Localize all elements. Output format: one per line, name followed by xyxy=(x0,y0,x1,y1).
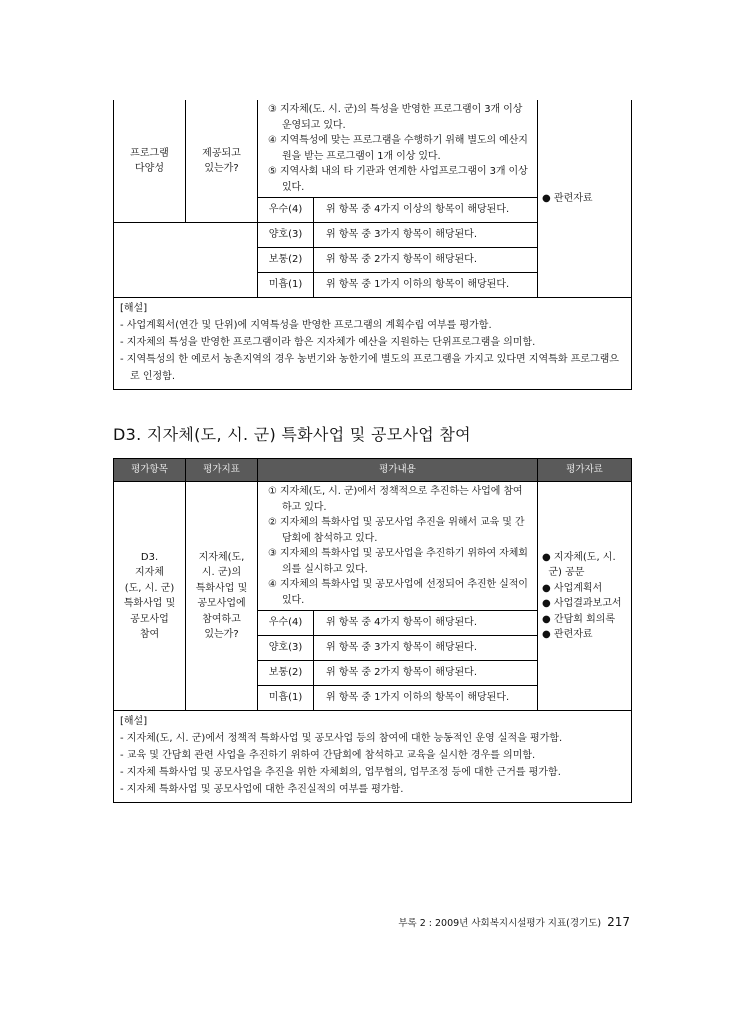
commentary-line: - 사업계획서(연간 및 단위)에 지역특성을 반영한 프로그램의 계획수립 여부를 평가함. xyxy=(120,320,492,331)
reference-item: ● 관련자료 xyxy=(542,629,593,640)
grade-desc: 위 항목 중 3가지 항목이 해당된다. xyxy=(314,223,538,248)
page-number: 217 xyxy=(607,915,630,929)
evaluation-materials xyxy=(538,100,632,298)
criteria-item: ① 지자체(도, 시. 군)에서 정책적으로 추진하는 사업에 참여하고 있다. xyxy=(268,486,523,513)
blank-cell xyxy=(114,223,258,298)
page-footer xyxy=(398,915,630,929)
criteria-item: ② 지자체의 특화사업 및 공모사업 추진을 위해서 교육 및 간담회에 참석하고 있다. xyxy=(268,517,525,544)
commentary-line: - 지자체 특화사업 및 공모사업을 추진을 위한 자체회의, 업무협의, 업무조정 등에 대한 근거를 평가함. xyxy=(120,767,561,778)
special-project-table xyxy=(113,458,632,803)
commentary-box xyxy=(114,711,632,803)
header-materials: 평가자료 xyxy=(538,459,632,482)
grade-desc: 위 항목 중 3가지 항목이 해당된다. xyxy=(314,636,538,661)
section-title: D3. 지자체(도, 시. 군) 특화사업 및 공모사업 참여 xyxy=(113,425,471,444)
grade-label: 미흡(1) xyxy=(258,273,314,298)
reference-item: 군) 공문 xyxy=(542,567,585,578)
grade-label: 양호(3) xyxy=(258,223,314,248)
grade-desc: 위 항목 중 2가지 항목이 해당된다. xyxy=(314,248,538,273)
evaluation-indicator: 제공되고 있는가? xyxy=(186,100,258,223)
commentary-header: [해설] xyxy=(120,303,148,314)
commentary-box xyxy=(114,298,632,390)
commentary-line: - 교육 및 간담회 관련 사업을 추진하기 위하여 간담회에 참석하고 교육을 실시한 경우를 의미함. xyxy=(120,750,536,761)
grade-desc: 위 항목 중 4가지 이상의 항목이 해당된다. xyxy=(314,198,538,223)
criteria-item: ④ 지자체의 특화사업 및 공모사업에 선정되어 추진한 실적이 있다. xyxy=(268,579,528,606)
grade-label: 미흡(1) xyxy=(258,686,314,711)
commentary-line: - 지자체의 특성을 반영한 프로그램이라 함은 지자체가 예산을 지원하는 단위프로그램을 의미함. xyxy=(120,337,536,348)
footer-text: 부록 2 : 2009년 사회복지시설평가 지표(경기도) xyxy=(398,918,602,929)
commentary-line: - 지자체 특화사업 및 공모사업에 대한 추진실적의 여부를 평가함. xyxy=(120,784,404,795)
criteria-item: ④ 지역특성에 맞는 프로그램을 수행하기 위해 별도의 예산지원을 받는 프로그램이 1개 이상 있다. xyxy=(268,135,528,162)
grade-desc: 위 항목 중 1가지 이하의 항목이 해당된다. xyxy=(314,686,538,711)
grade-desc: 위 항목 중 1가지 이하의 항목이 해당된다. xyxy=(314,273,538,298)
reference-item: ● 간담회 회의록 xyxy=(542,613,616,625)
reference-item: ● 지자체(도, 시. xyxy=(542,551,616,563)
reference-item: ● 사업계획서 xyxy=(542,582,603,594)
commentary-line: - 지역특성의 한 예로서 농촌지역의 경우 농번기와 농한기에 별도의 프로그램을 가지고 있다면 지역특화 프로그램으로 인정함. xyxy=(120,354,619,382)
evaluation-materials xyxy=(538,482,632,711)
grade-label: 양호(3) xyxy=(258,636,314,661)
commentary-header: [해설] xyxy=(120,716,148,727)
header-item: 평가항목 xyxy=(114,459,186,482)
criteria-list xyxy=(258,100,538,198)
criteria-list xyxy=(258,482,538,611)
header-content: 평가내용 xyxy=(258,459,538,482)
grade-label: 보통(2) xyxy=(258,248,314,273)
evaluation-item: 프로그램 다양성 xyxy=(114,100,186,223)
evaluation-item: D3. 지자체 (도, 시. 군) 특화사업 및 공모사업 참여 xyxy=(114,482,186,711)
criteria-item: ③ 지자체(도. 시. 군)의 특성을 반영한 프로그램이 3개 이상 운영되고 있다. xyxy=(268,104,523,131)
reference-item: ● 사업결과보고서 xyxy=(542,598,622,609)
grade-label: 보통(2) xyxy=(258,661,314,686)
grade-label: 우수(4) xyxy=(258,198,314,223)
grade-desc: 위 항목 중 2가지 항목이 해당된다. xyxy=(314,661,538,686)
header-indicator: 평가지표 xyxy=(186,459,258,482)
evaluation-indicator: 지자체(도, 시. 군)의 특화사업 및 공모사업에 참여하고 있는가? xyxy=(186,482,258,711)
program-diversity-table xyxy=(113,100,632,390)
criteria-item: ⑤ 지역사회 내의 타 기관과 연계한 사업프로그램이 3개 이상 있다. xyxy=(268,166,528,193)
reference-item: ● 관련자료 xyxy=(542,192,593,204)
criteria-item: ③ 지자체의 특화사업 및 공모사업을 추진하기 위하여 자체회의를 실시하고 있다. xyxy=(268,548,528,575)
commentary-line: - 지자체(도, 시. 군)에서 정책적 특화사업 및 공모사업 등의 참여에 대한 능동적인 운영 실적을 평가함. xyxy=(120,733,563,744)
grade-label: 우수(4) xyxy=(258,611,314,636)
grade-desc: 위 항목 중 4가지 항목이 해당된다. xyxy=(314,611,538,636)
